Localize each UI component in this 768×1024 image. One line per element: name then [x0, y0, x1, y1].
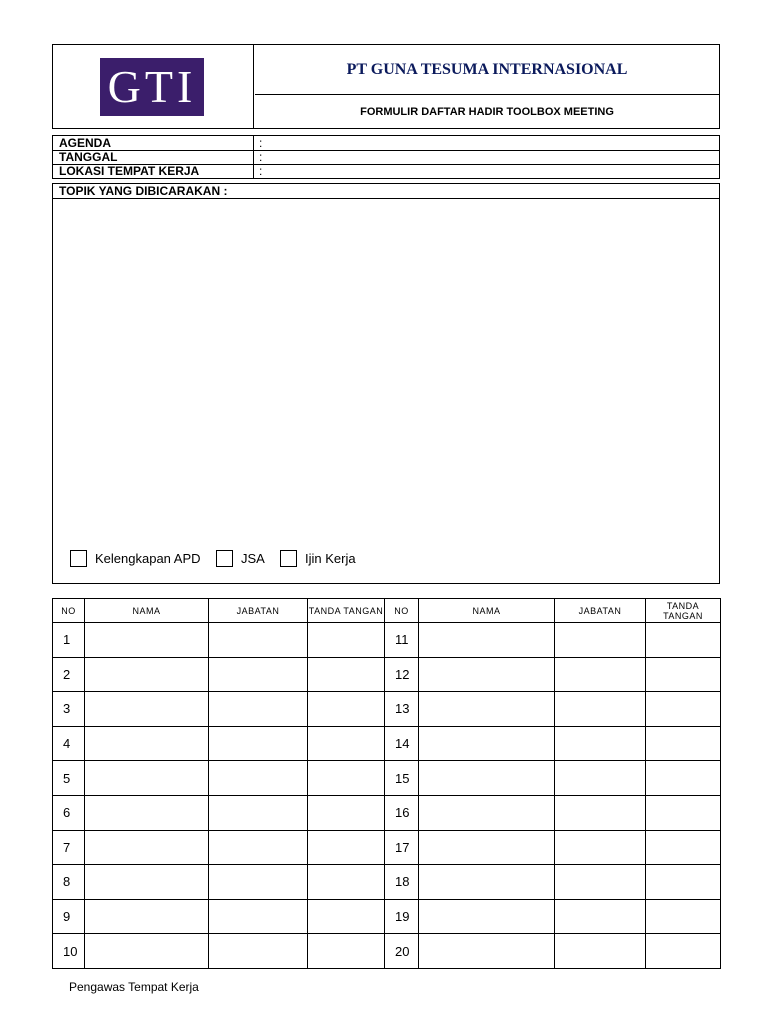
row-number: 1 — [53, 623, 85, 658]
info-section — [52, 135, 720, 179]
nama-cell[interactable] — [85, 726, 209, 761]
tanda-tangan-cell[interactable] — [646, 934, 721, 969]
jabatan-cell[interactable] — [209, 865, 308, 900]
nama-cell[interactable] — [85, 795, 209, 830]
jabatan-cell[interactable] — [555, 657, 646, 692]
nama-cell[interactable] — [419, 934, 555, 969]
tanda-tangan-cell[interactable] — [646, 623, 721, 658]
jabatan-cell[interactable] — [209, 899, 308, 934]
row-number: 10 — [53, 934, 85, 969]
row-number: 17 — [385, 830, 419, 865]
company-name: PT GUNA TESUMA INTERNASIONAL — [255, 45, 719, 95]
tanda-tangan-cell[interactable] — [308, 657, 385, 692]
jabatan-cell[interactable] — [209, 761, 308, 796]
check-apd-label: Kelengkapan APD — [95, 551, 201, 566]
tanda-tangan-cell[interactable] — [308, 623, 385, 658]
lokasi-colon: : — [259, 164, 263, 178]
row-number: 13 — [385, 692, 419, 727]
row-number: 11 — [385, 623, 419, 658]
table-row — [53, 657, 721, 692]
row-number: 8 — [53, 865, 85, 900]
company-logo — [100, 58, 204, 116]
nama-cell[interactable] — [85, 934, 209, 969]
nama-cell[interactable] — [419, 692, 555, 727]
logo-text: GTI — [107, 61, 197, 112]
table-row — [53, 761, 721, 796]
nama-cell[interactable] — [419, 623, 555, 658]
table-row — [53, 865, 721, 900]
tanggal-label: TANGGAL — [59, 150, 118, 164]
topic-label: TOPIK YANG DIBICARAKAN : — [53, 184, 719, 199]
nama-cell[interactable] — [419, 726, 555, 761]
table-row — [53, 830, 721, 865]
nama-cell[interactable] — [419, 795, 555, 830]
check-apd[interactable] — [70, 550, 201, 567]
nama-cell[interactable] — [85, 623, 209, 658]
jabatan-cell[interactable] — [555, 830, 646, 865]
jabatan-cell[interactable] — [555, 761, 646, 796]
row-number: 20 — [385, 934, 419, 969]
row-number: 9 — [53, 899, 85, 934]
tanda-tangan-cell[interactable] — [646, 726, 721, 761]
tanda-tangan-cell[interactable] — [308, 830, 385, 865]
nama-cell[interactable] — [85, 899, 209, 934]
tanda-tangan-cell[interactable] — [646, 899, 721, 934]
checkbox-jsa[interactable] — [216, 550, 233, 567]
header-nama-right: NAMA — [419, 599, 555, 623]
table-header-row — [53, 599, 721, 623]
topic-section — [52, 183, 720, 584]
jabatan-cell[interactable] — [555, 692, 646, 727]
tanda-tangan-cell[interactable] — [308, 692, 385, 727]
jabatan-cell[interactable] — [209, 934, 308, 969]
header-nama: NAMA — [85, 599, 209, 623]
tanda-tangan-cell[interactable] — [646, 761, 721, 796]
tanda-tangan-cell[interactable] — [646, 865, 721, 900]
tanda-tangan-cell[interactable] — [646, 692, 721, 727]
nama-cell[interactable] — [85, 865, 209, 900]
header-no-right: NO — [385, 599, 419, 623]
supervisor-signature-label: Pengawas Tempat Kerja — [69, 980, 199, 994]
check-jsa[interactable] — [216, 550, 265, 567]
nama-cell[interactable] — [85, 657, 209, 692]
table-row — [53, 934, 721, 969]
jabatan-cell[interactable] — [555, 623, 646, 658]
check-jsa-label: JSA — [241, 551, 265, 566]
row-number: 15 — [385, 761, 419, 796]
tanda-tangan-cell[interactable] — [646, 795, 721, 830]
agenda-colon: : — [259, 136, 263, 150]
nama-cell[interactable] — [85, 761, 209, 796]
tanda-tangan-cell[interactable] — [308, 865, 385, 900]
header-no: NO — [53, 599, 85, 623]
jabatan-cell[interactable] — [555, 899, 646, 934]
header-jabatan: JABATAN — [209, 599, 308, 623]
jabatan-cell[interactable] — [555, 795, 646, 830]
logo-cell — [53, 45, 254, 128]
agenda-row[interactable] — [53, 136, 719, 151]
nama-cell[interactable] — [419, 899, 555, 934]
check-ijin-kerja[interactable] — [280, 550, 356, 567]
table-row — [53, 726, 721, 761]
row-number: 19 — [385, 899, 419, 934]
tanggal-colon: : — [259, 150, 263, 164]
form-title: FORMULIR DAFTAR HADIR TOOLBOX MEETING — [360, 105, 614, 118]
checkbox-apd[interactable] — [70, 550, 87, 567]
jabatan-cell[interactable] — [555, 934, 646, 969]
table-row — [53, 623, 721, 658]
tanda-tangan-cell[interactable] — [308, 934, 385, 969]
nama-cell[interactable] — [85, 830, 209, 865]
row-number: 2 — [53, 657, 85, 692]
nama-cell[interactable] — [85, 692, 209, 727]
jabatan-cell[interactable] — [555, 726, 646, 761]
nama-cell[interactable] — [419, 761, 555, 796]
tanda-tangan-cell[interactable] — [308, 795, 385, 830]
check-ijin-kerja-label: Ijin Kerja — [305, 551, 356, 566]
header-tanda-tangan-right: TANDA TANGAN — [646, 599, 721, 623]
tanda-tangan-cell[interactable] — [308, 761, 385, 796]
tanda-tangan-cell[interactable] — [646, 830, 721, 865]
jabatan-cell[interactable] — [209, 795, 308, 830]
checkbox-ijin-kerja[interactable] — [280, 550, 297, 567]
jabatan-cell[interactable] — [209, 657, 308, 692]
row-number: 14 — [385, 726, 419, 761]
row-number: 16 — [385, 795, 419, 830]
table-row — [53, 795, 721, 830]
lokasi-label: LOKASI TEMPAT KERJA — [59, 164, 200, 178]
form-header — [52, 44, 720, 129]
tanggal-row[interactable] — [53, 150, 719, 165]
row-number: 3 — [53, 692, 85, 727]
table-row — [53, 899, 721, 934]
jabatan-cell[interactable] — [555, 865, 646, 900]
nama-cell[interactable] — [419, 865, 555, 900]
jabatan-cell[interactable] — [209, 623, 308, 658]
agenda-label: AGENDA — [59, 136, 112, 150]
tanda-tangan-cell[interactable] — [646, 657, 721, 692]
row-number: 18 — [385, 865, 419, 900]
row-number: 7 — [53, 830, 85, 865]
jabatan-cell[interactable] — [209, 830, 308, 865]
attendance-table — [52, 598, 720, 967]
row-number: 6 — [53, 795, 85, 830]
lokasi-row[interactable] — [53, 164, 719, 178]
row-number: 12 — [385, 657, 419, 692]
nama-cell[interactable] — [419, 657, 555, 692]
jabatan-cell[interactable] — [209, 692, 308, 727]
header-jabatan-right: JABATAN — [555, 599, 646, 623]
row-number: 4 — [53, 726, 85, 761]
tanda-tangan-cell[interactable] — [308, 726, 385, 761]
nama-cell[interactable] — [419, 830, 555, 865]
header-tanda-tangan: TANDA TANGAN — [308, 599, 385, 623]
jabatan-cell[interactable] — [209, 726, 308, 761]
table-row — [53, 692, 721, 727]
row-number: 5 — [53, 761, 85, 796]
tanda-tangan-cell[interactable] — [308, 899, 385, 934]
